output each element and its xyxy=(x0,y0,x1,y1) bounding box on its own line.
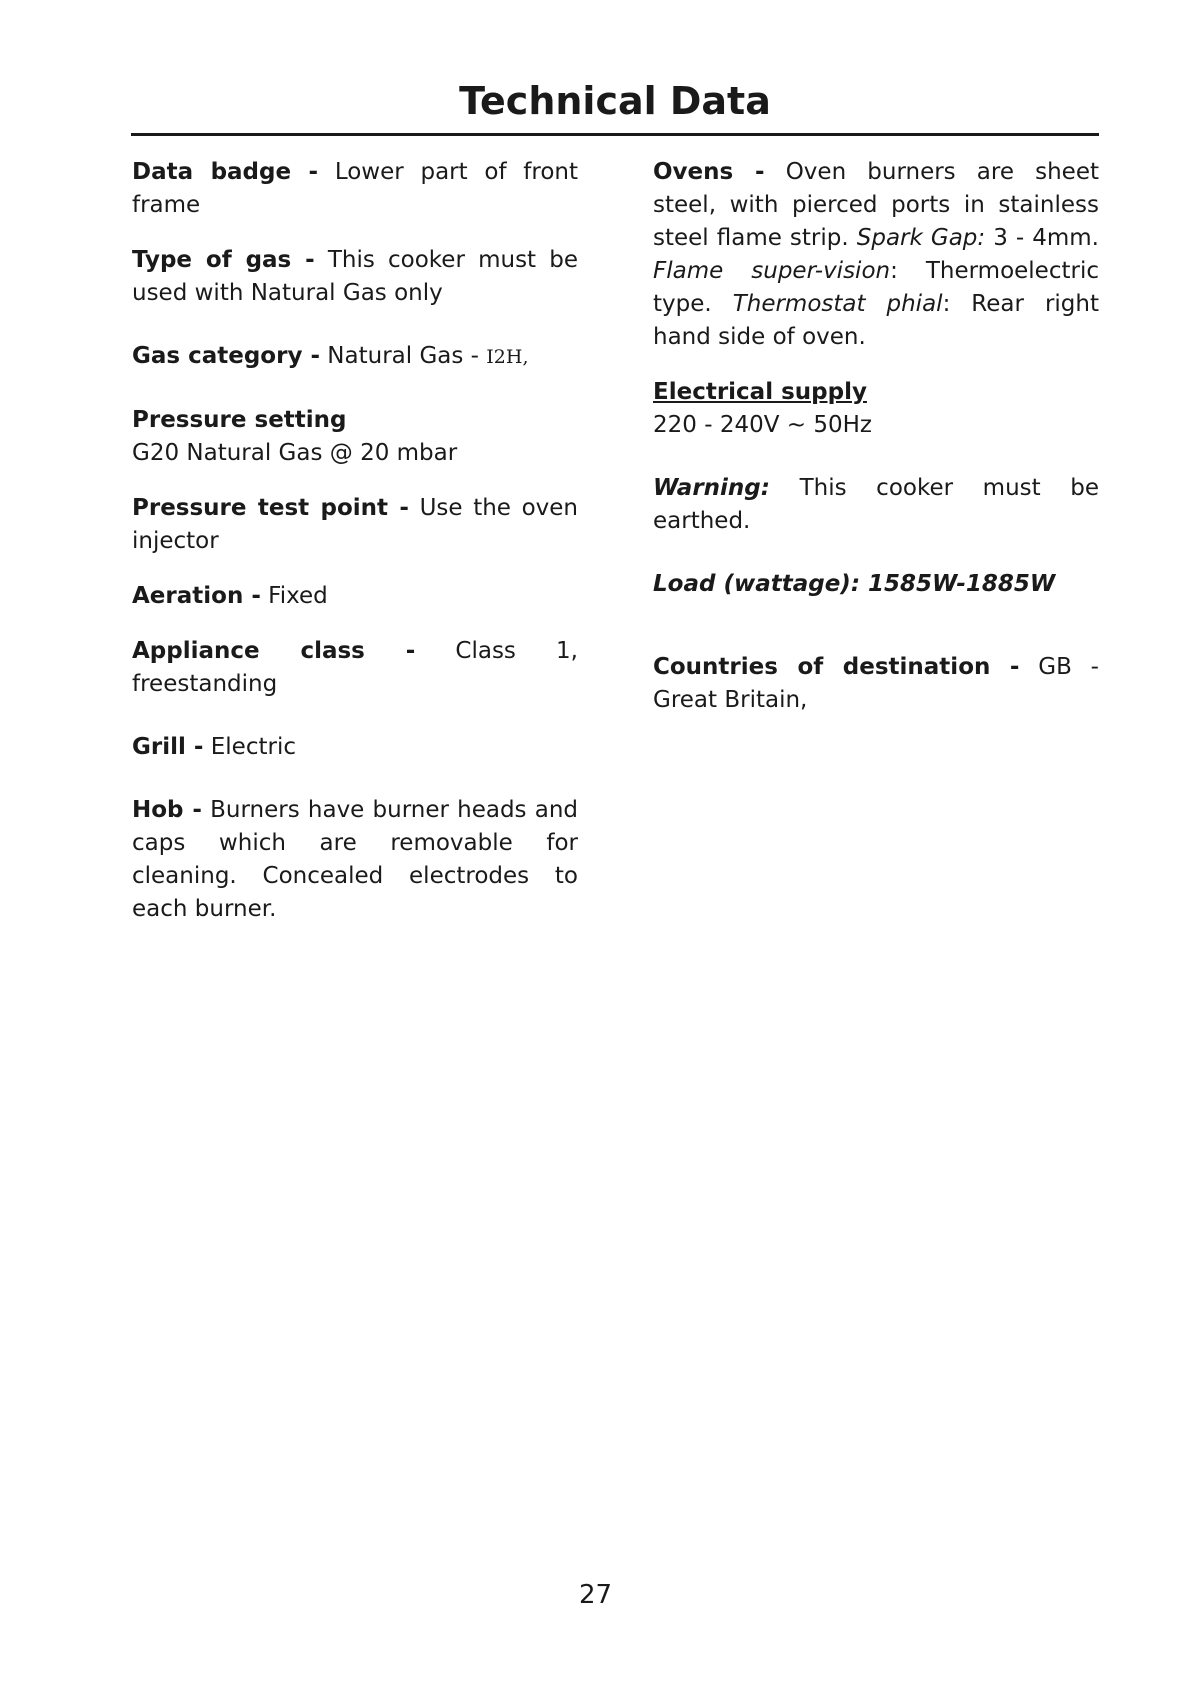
spark-gap-label: Spark Gap: xyxy=(856,225,986,251)
entry-load xyxy=(653,568,1099,601)
entry-pressure-test-point xyxy=(132,492,578,558)
warning-value: This cooker must be earthed. xyxy=(653,475,1099,534)
entry-warning xyxy=(653,472,1099,538)
appliance-class-value: Class 1, freestanding xyxy=(132,638,578,697)
page-number: 27 xyxy=(578,1580,613,1610)
aeration-label: Aeration - xyxy=(132,583,261,609)
electrical-supply-value: 220 - 240V ~ 50Hz xyxy=(653,412,872,438)
data-badge-label: Data badge - xyxy=(132,159,319,185)
flame-supervision-label: Flame super-vision xyxy=(653,258,891,284)
spark-gap-value: 3 - 4mm. xyxy=(985,225,1099,251)
thermostat-phial-value: : Rear right hand side of oven. xyxy=(653,291,1099,350)
thermostat-phial-label: Thermostat phial xyxy=(732,291,943,317)
entry-electrical-supply xyxy=(653,376,1099,442)
grill-label: Grill - xyxy=(132,734,204,760)
hob-label: Hob - xyxy=(132,797,202,823)
type-of-gas-value: This cooker must be used with Natural Gas only xyxy=(132,247,578,306)
countries-value: GB - Great Britain, xyxy=(653,654,1099,713)
ovens-label: Ovens - xyxy=(653,159,765,185)
entry-gas-category xyxy=(132,340,578,374)
entry-ovens xyxy=(653,156,1099,354)
left-column xyxy=(132,156,578,948)
hob-value: Burners have burner heads and caps which are removable for cleaning. Concealed electrodes to each burner. xyxy=(132,797,578,922)
data-badge-value: Lower part of front frame xyxy=(132,159,579,218)
electrical-supply-label: Electrical supply xyxy=(653,379,867,405)
entry-appliance-class xyxy=(132,635,578,701)
countries-label: Countries of destination - xyxy=(653,654,1020,680)
entry-hob xyxy=(132,794,578,926)
entry-type-of-gas xyxy=(132,244,578,310)
appliance-class-label: Appliance class - xyxy=(132,638,416,664)
title-divider xyxy=(131,133,1099,136)
gas-category-value: Natural Gas - xyxy=(320,343,487,369)
warning-label: Warning: xyxy=(653,475,770,501)
gas-category-code: I2H, xyxy=(486,346,529,368)
ovens-text: Oven burners are sheet steel, with pierced ports in stainless steel flame strip. xyxy=(653,159,1099,251)
entry-countries xyxy=(653,651,1099,717)
gas-category-label: Gas category - xyxy=(132,343,320,369)
pressure-setting-value: G20 Natural Gas @ 20 mbar xyxy=(132,440,458,466)
page-title: Technical Data xyxy=(459,79,771,123)
right-column xyxy=(653,156,1099,739)
entry-grill xyxy=(132,731,578,764)
load-text: Load (wattage): 1585W-1885W xyxy=(653,571,1056,597)
aeration-value: Fixed xyxy=(260,583,328,609)
entry-data-badge xyxy=(132,156,578,222)
pressure-test-point-value: Use the oven injector xyxy=(132,495,579,554)
grill-value: Electric xyxy=(203,734,296,760)
pressure-setting-label: Pressure setting xyxy=(132,407,347,433)
type-of-gas-label: Type of gas - xyxy=(132,247,315,273)
entry-pressure-setting xyxy=(132,404,578,470)
flame-supervision-value: : Thermoelectric type. xyxy=(653,258,1099,317)
pressure-test-point-label: Pressure test point - xyxy=(132,495,409,521)
entry-aeration xyxy=(132,580,578,613)
